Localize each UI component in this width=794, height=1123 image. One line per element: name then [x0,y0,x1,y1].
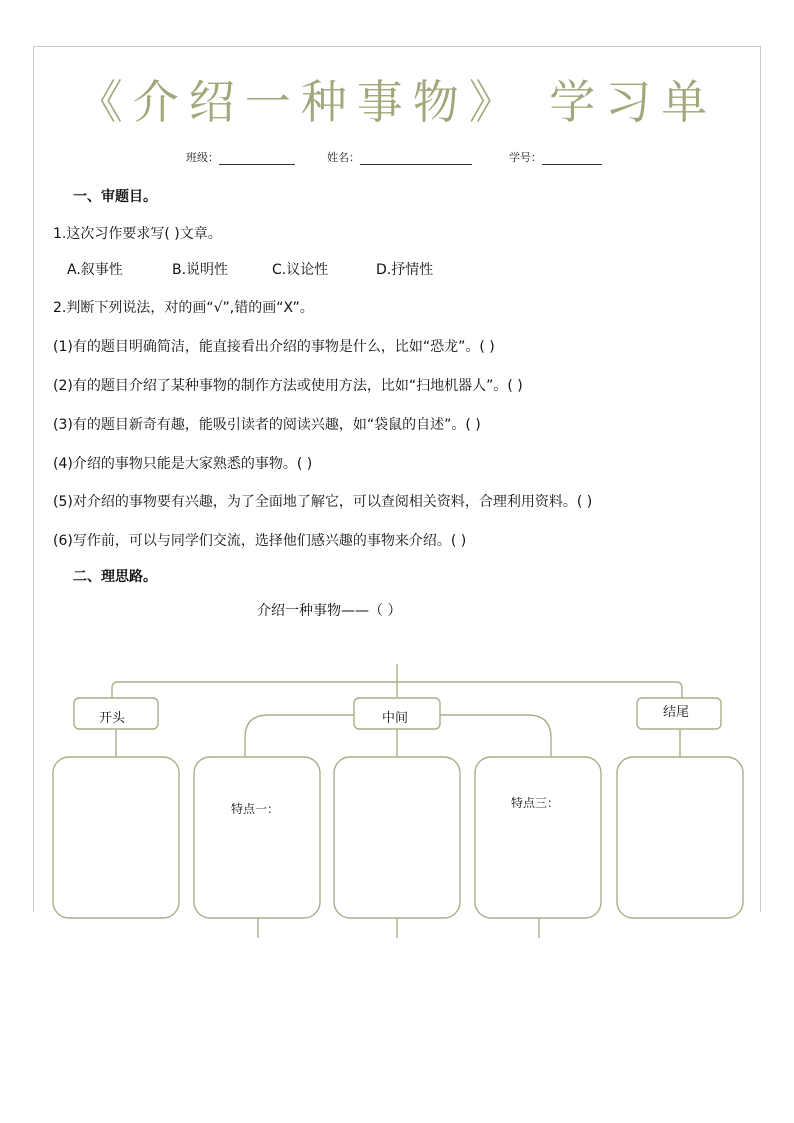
page-title: 《介绍一种事物》 学习单 [76,75,718,129]
statement-2: (2)有的题目介绍了某种事物的制作方法或使用方法，比如“扫地机器人”。( ) [53,378,523,394]
page-border-top [33,46,761,47]
end-node-label: 结尾 [663,705,690,720]
statement-3: (3)有的题目新奇有趣，能吸引读者的阅读兴趣，如“袋鼠的自述”。( ) [53,417,481,433]
statement-1: (1)有的题目明确简洁，能直接看出介绍的事物是什么，比如“恐龙”。( ) [53,339,495,355]
end-content-box [617,757,743,918]
section2-heading: 二、理思路。 [73,569,157,585]
id-blank[interactable] [542,152,602,165]
statement-4: (4)介绍的事物只能是大家熟悉的事物。( ) [53,456,313,472]
option-b[interactable]: B.说明性 [172,262,229,278]
question-1: 1.这次习作要求写( )文章。 [53,226,222,242]
name-blank[interactable] [360,152,472,165]
middle-node-label: 中间 [382,711,409,726]
start-node-label: 开头 [99,711,126,726]
feature-3-label: 特点三： [511,796,560,810]
id-field[interactable] [509,149,602,165]
middle-right-branch [440,715,551,757]
feature-1-label: 特点一： [231,802,280,816]
name-field[interactable] [327,149,472,165]
statement-5: (5)对介绍的事物要有兴趣，为了全面地了解它，可以查阅相关资料，合理利用资料。( ) [53,494,593,510]
feature-2-box [334,757,460,918]
class-field[interactable] [186,149,295,165]
option-d[interactable]: D.抒情性 [376,262,434,278]
question-2: 2.判断下列说法，对的画“√”,错的画“X”。 [53,300,314,316]
feature-1-box [194,757,320,918]
diagram-title: 介绍一种事物——（ ） [257,603,402,619]
middle-left-branch [245,715,354,757]
structure-diagram [0,600,794,945]
start-content-box [53,757,179,918]
statement-6: (6)写作前，可以与同学们交流，选择他们感兴趣的事物来介绍。( ) [53,533,467,549]
class-label: 班级： [186,151,219,164]
feature-3-box [475,757,601,918]
section1-heading: 一、审题目。 [73,189,157,205]
class-blank[interactable] [219,152,295,165]
option-c[interactable]: C.议论性 [272,262,329,278]
id-label: 学号： [509,151,542,164]
name-label: 姓名： [327,151,360,164]
option-a[interactable]: A.叙事性 [67,262,123,278]
